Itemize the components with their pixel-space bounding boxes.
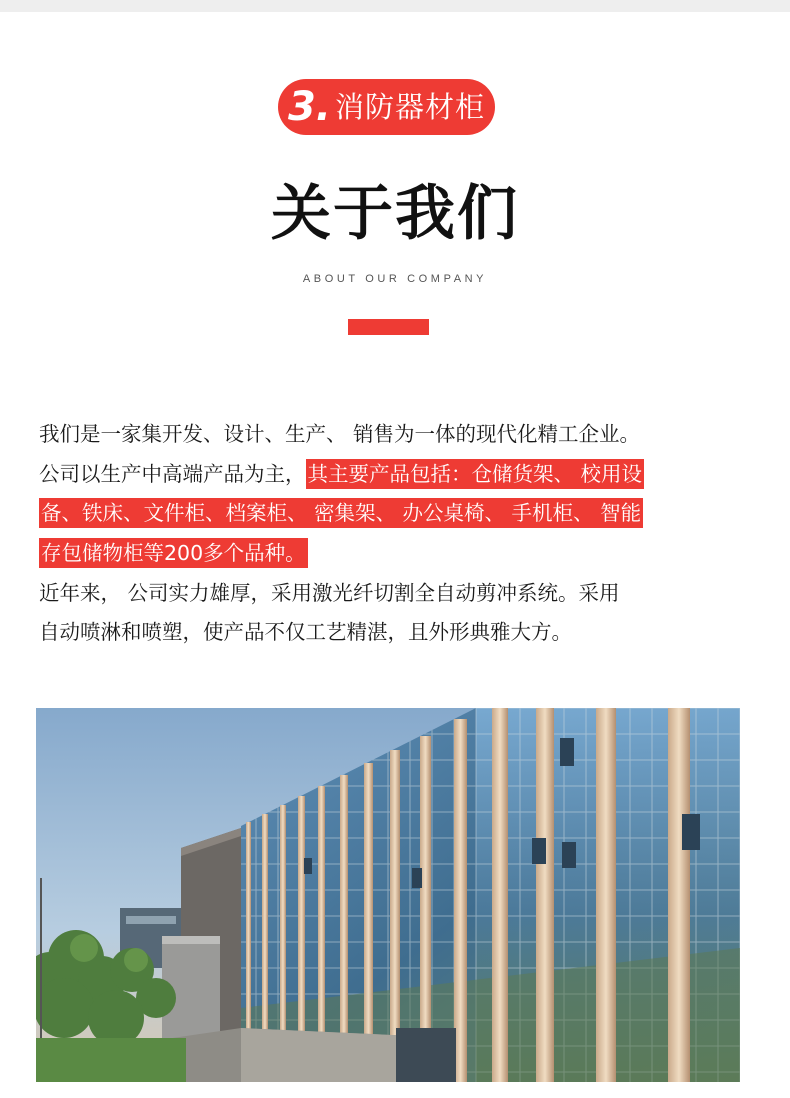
top-strip <box>0 0 790 12</box>
accent-divider <box>348 319 429 335</box>
badge-number: 3. <box>287 84 331 130</box>
highlight-text: 备、铁床、文件柜、档案柜、 密集架、 办公桌椅、 手机柜、 智能 <box>39 498 643 528</box>
company-intro <box>39 415 751 653</box>
intro-line: 自动喷淋和喷塑，使产品不仅工艺精湛，且外形典雅大方。 <box>39 620 572 645</box>
highlight-text: 其主要产品包括：仓储货架、 校用设 <box>306 459 645 489</box>
office-building-photo <box>36 708 740 1082</box>
section-badge <box>278 79 495 135</box>
intro-line: 我们是一家集开发、设计、生产、 销售为一体的现代化精工企业。 <box>39 422 641 446</box>
intro-line: 近年来， 公司实力雄厚，采用激光纤切割全自动剪冲系统。采用 <box>39 580 620 605</box>
highlight-text: 存包储物柜等200多个品种。 <box>39 538 308 568</box>
badge-label: 消防器材柜 <box>335 89 486 124</box>
intro-text: 公司以生产中高端产品为主， <box>39 461 306 486</box>
intro-line <box>39 534 751 574</box>
page-subtitle: ABOUT OUR COMPANY <box>302 273 488 285</box>
intro-line <box>39 494 751 534</box>
intro-line <box>39 455 751 495</box>
page-title: 关于我们 <box>271 179 519 249</box>
